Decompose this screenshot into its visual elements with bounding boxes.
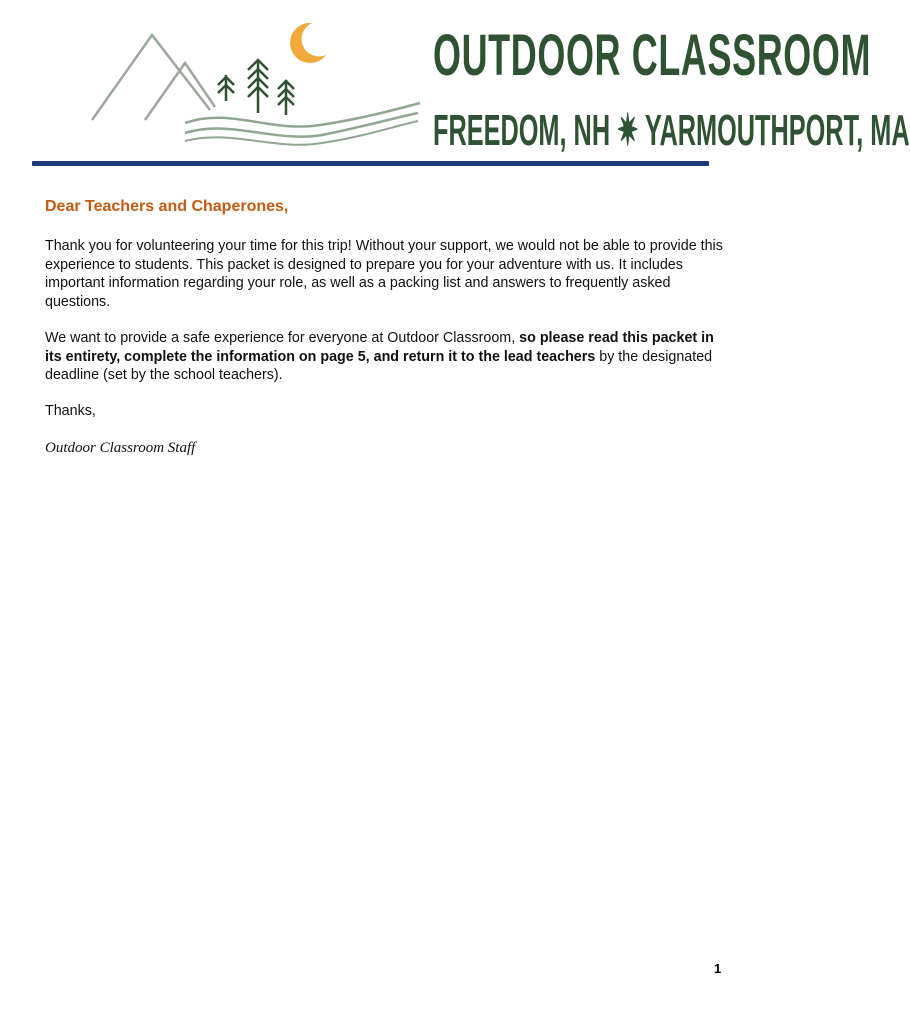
tree-icon — [218, 60, 294, 115]
outdoor-classroom-logo — [90, 15, 910, 155]
paragraph-instructions-emphasis: so please read this packet in its entirety, complete the information on page 5, and return it to the lead teachers — [45, 330, 714, 365]
paragraph-instructions — [45, 329, 725, 385]
page-number: 1 — [714, 961, 722, 976]
closing-text: Thanks, — [45, 403, 96, 419]
paragraph-intro: Thank you for volunteering your time for this trip! Without your support, we would not be able to provide this experience to students. This packet is designed to prepare you for your adventure with us. It includes important information regarding your role, as well as a packing list and answers to frequently asked questions. — [45, 238, 723, 310]
logo-subtitle: FREEDOM, NH ✷ YARMOUTHPORT, MA — [433, 106, 910, 155]
paragraph-instructions-end: by the designated deadline (set by the school teachers). — [45, 348, 713, 383]
letter-greeting: Dear Teachers and Chaperones, — [45, 198, 289, 215]
logo-title: OUTDOOR CLASSROOM — [433, 23, 872, 88]
moon-icon — [290, 23, 326, 63]
signature: Outdoor Classroom Staff — [45, 440, 196, 456]
header-divider — [32, 161, 709, 166]
paragraph-instructions-start: We want to provide a safe experience for everyone at Outdoor Classroom, — [45, 330, 520, 346]
mountain-landscape-icon — [90, 15, 430, 155]
